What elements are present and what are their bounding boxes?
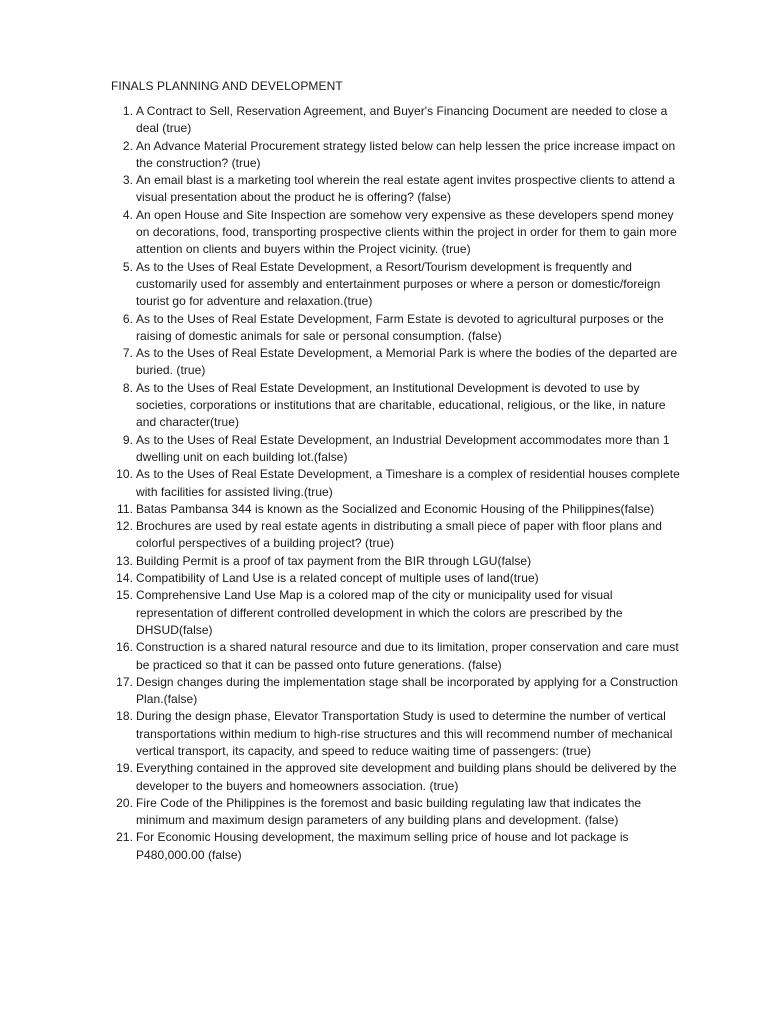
item-number: 17. <box>116 674 133 689</box>
list-item <box>111 829 689 864</box>
item-text: As to the Uses of Real Estate Development, a Resort/Tourism development is frequently and customarily used for assembly and entertainment purposes or where a person or domestic/foreign tourist go for adventure and relaxation.(true) <box>136 259 661 309</box>
item-number: 20. <box>116 795 133 810</box>
item-number: 5. <box>122 259 133 274</box>
item-text: Batas Pambansa 344 is known as the Socialized and Economic Housing of the Philippines(false) <box>136 501 655 516</box>
item-text: As to the Uses of Real Estate Development, Farm Estate is devoted to agricultural purposes or the raising of domestic animals for sale or personal consumption. (false) <box>136 311 664 343</box>
item-number: 15. <box>116 588 133 603</box>
item-text: A Contract to Sell, Reservation Agreement, and Buyer's Financing Document are needed to close a deal (true) <box>136 104 668 136</box>
list-item <box>111 103 689 138</box>
list-item <box>111 501 689 518</box>
item-text: During the design phase, Elevator Transportation Study is used to determine the number of vertical transportations within medium to high-rise structures and this will recommend number of mechanical vertical transport, its capacity, and speed to reduce waiting time of passengers: (true) <box>136 709 673 758</box>
item-text: As to the Uses of Real Estate Development, a Memorial Park is where the bodies of the departed are buried. (true) <box>136 346 678 378</box>
item-text: Comprehensive Land Use Map is a colored map of the city or municipality used for visual representation of different controlled development in which the colors are prescribed by the DHSUD(false) <box>136 588 623 637</box>
item-number: 18. <box>116 709 133 724</box>
item-number: 8. <box>122 380 133 395</box>
item-text: Construction is a shared natural resource and due to its limitation, proper conservation and care must be practiced so that it can be passed onto future generations. (false) <box>136 640 679 672</box>
item-number: 9. <box>122 432 133 447</box>
item-text: As to the Uses of Real Estate Development, a Timeshare is a complex of residential houses complete with facilities for assisted living.(true) <box>136 467 680 499</box>
list-item <box>111 138 689 173</box>
item-number: 13. <box>116 553 133 568</box>
list-item <box>111 380 689 432</box>
list-item <box>111 207 689 259</box>
item-number: 12. <box>116 519 133 534</box>
list-item <box>111 760 689 795</box>
item-number: 10. <box>116 467 133 482</box>
list-item <box>111 708 689 760</box>
item-text: Brochures are used by real estate agents in distributing a small piece of paper with floor plans and colorful perspectives of a building project? (true) <box>136 519 662 551</box>
item-text: An open House and Site Inspection are somehow very expensive as these developers spend money on decorations, food, transporting prospective clients within the project in order for them to gain more attention on clients and buyers within the Project vicinity. (true) <box>136 207 677 257</box>
document-title: FINALS PLANNING AND DEVELOPMENT <box>111 79 343 93</box>
item-number: 11. <box>117 501 133 516</box>
item-text: Design changes during the implementation stage shall be incorporated by applying for a Construction Plan.(false) <box>136 674 678 707</box>
item-number: 6. <box>122 311 133 326</box>
item-number: 16. <box>116 640 133 655</box>
list-item <box>111 466 689 501</box>
item-number: 2. <box>122 138 133 153</box>
item-text: For Economic Housing development, the maximum selling price of house and lot package is P480,000.00 (false) <box>136 830 629 862</box>
list-item <box>111 345 689 380</box>
list-item <box>111 432 689 467</box>
question-list <box>111 103 689 864</box>
item-number: 4. <box>122 207 133 222</box>
item-text: Fire Code of the Philippines is the foremost and basic building regulating law that indicates the minimum and maximum design parameters of any building plans and development. (false) <box>136 795 642 828</box>
item-number: 19. <box>116 761 133 776</box>
list-item <box>111 639 689 674</box>
item-text: An email blast is a marketing tool wherein the real estate agent invites prospective clients to attend a visual presentation about the product he is offering? (false) <box>136 173 675 205</box>
item-text: As to the Uses of Real Estate Development, an Industrial Development accommodates more than 1 dwelling unit on each building lot.(false) <box>136 432 670 464</box>
list-item <box>111 259 689 311</box>
list-item <box>111 587 689 639</box>
list-item <box>111 674 689 709</box>
item-number: 7. <box>122 346 133 361</box>
list-item <box>111 311 689 346</box>
item-text: Compatibility of Land Use is a related concept of multiple uses of land(true) <box>136 571 539 586</box>
list-item <box>111 795 689 830</box>
item-number: 3. <box>122 173 133 188</box>
item-text: An Advance Material Procurement strategy listed below can help lessen the price increase impact on the construction? (true) <box>136 138 676 170</box>
item-text: As to the Uses of Real Estate Development, an Institutional Development is devoted to use by societies, corporations or institutions that are charitable, educational, religious, or the like, in nature and character(true) <box>136 380 666 430</box>
list-item <box>111 172 689 207</box>
item-text: Building Permit is a proof of tax payment from the BIR through LGU(false) <box>136 553 532 568</box>
item-number: 1. <box>122 104 133 118</box>
item-number: 21. <box>116 830 133 845</box>
item-text: Everything contained in the approved site development and building plans should be delivered by the developer to the buyers and homeowners association. (true) <box>136 761 677 793</box>
list-item <box>111 518 689 553</box>
list-item <box>111 553 689 570</box>
item-number: 14. <box>116 571 133 586</box>
list-item <box>111 570 689 587</box>
